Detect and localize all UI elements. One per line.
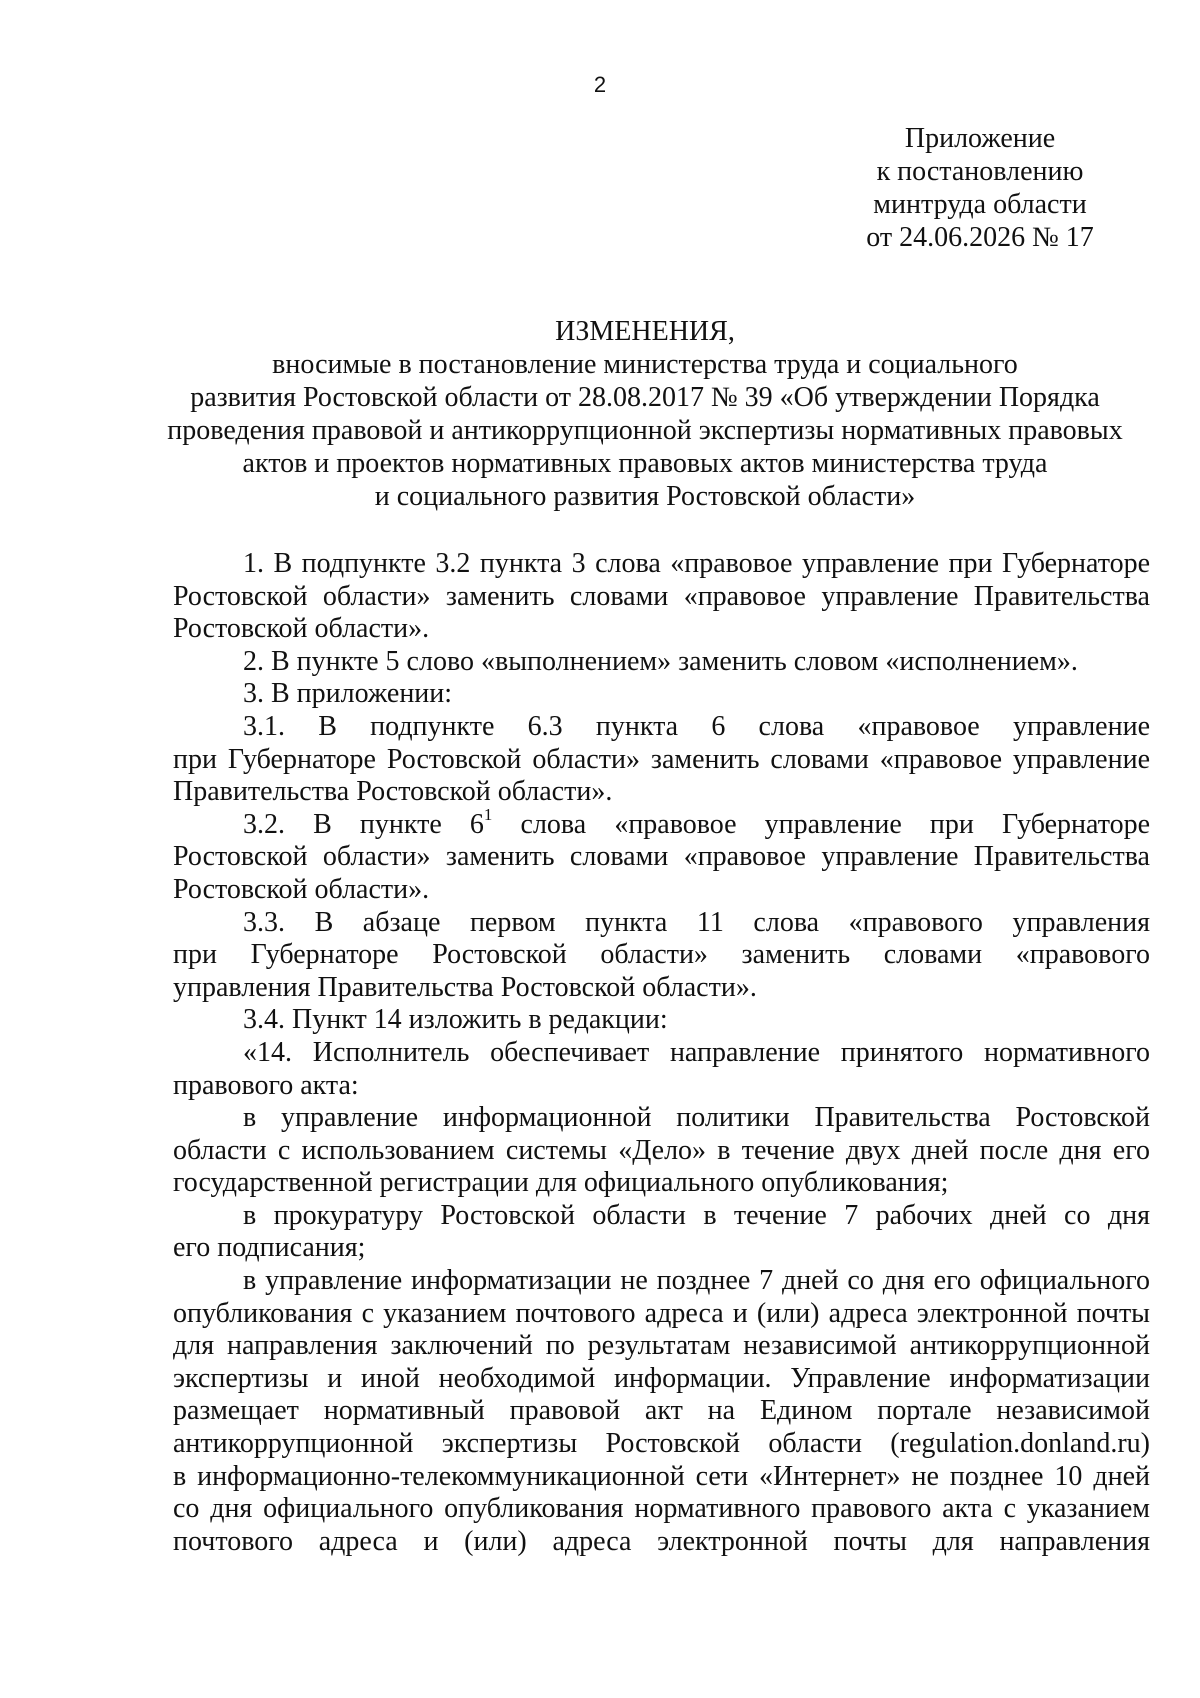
body-line: Ростовской области» заменить словами «правовое управление Правительства [173,841,1150,873]
body-line: в управление информационной политики Правительства Ростовской [243,1102,1150,1134]
body-line: со дня официального опубликования нормативного правового акта с указанием [173,1493,1150,1525]
appendix-line: Приложение [904,123,1056,154]
body-line: размещает нормативный правовой акт на Едином портале независимой [173,1395,1150,1427]
body-line: Ростовской области» заменить словами «правовое управление Правительства [173,580,1150,612]
body-line: его подписания; [173,1232,366,1264]
body-line: антикоррупционной экспертизы Ростовской области (regulation.donland.ru) [173,1428,1150,1460]
appendix-line: к постановлению [876,156,1084,187]
body-line: Правительства Ростовской области». [173,776,613,808]
body-line: 3. В приложении: [243,678,453,710]
body-line: «14. Исполнитель обеспечивает направление принятого нормативного [243,1036,1150,1068]
body-text: слова «правовое управление при Губернаторе [492,808,1150,840]
body-line: в прокуратуру Ростовской области в течение 7 рабочих дней со дня [243,1199,1150,1231]
body-line: при Губернаторе Ростовской области» заменить словами «правовое управление [173,743,1150,775]
superscript: 1 [483,805,493,825]
body-line: управления Правительства Ростовской области». [173,971,757,1003]
appendix-line: от 24.06.2026 № 17 [866,222,1094,253]
document-title [150,315,1140,513]
body-line: почтового адреса и (или) адреса электронной почты для направления [173,1525,1150,1557]
page-number: 2 [593,72,607,97]
body-line: Ростовской области». [173,613,430,645]
body-line: для направления заключений по результатам независимой антикоррупционной [173,1330,1150,1362]
title-line: вносимые в постановление министерства труда и социального [272,349,1018,380]
body-line: Ростовской области». [173,873,430,905]
appendix-note [850,122,1110,254]
body-line: 3.1. В подпункте 6.3 пункта 6 слова «правовое управление [243,710,1150,742]
body-line: опубликования с указанием почтового адреса и (или) адреса электронной почты [173,1297,1150,1329]
body-line: 1. В подпункте 3.2 пункта 3 слова «правовое управление при Губернаторе [243,548,1150,579]
body-line: в управление информатизации не позднее 7 дней со дня его официального [243,1265,1150,1297]
body-line: государственной регистрации для официального опубликования; [173,1167,949,1199]
body-line: экспертизы и иной необходимой информации. Управление информатизации [173,1362,1150,1394]
body-text: 3.2. В пункте 6 [243,808,484,840]
title-heading: ИЗМЕНЕНИЯ, [555,316,735,347]
title-line: и социального развития Ростовской области» [374,481,916,512]
title-line: актов и проектов нормативных правовых актов министерства труда [242,448,1048,479]
title-line: развития Ростовской области от 28.08.2017 № 39 «Об утверждении Порядка [190,382,1100,413]
document-body [173,548,1150,1558]
appendix-line: минтруда области [873,189,1087,220]
body-line: в информационно-телекоммуникационной сети «Интернет» не позднее 10 дней [173,1460,1150,1492]
body-line: правового акта: [173,1069,359,1101]
title-line: проведения правовой и антикоррупционной экспертизы нормативных правовых [167,415,1123,446]
body-line: 3.4. Пункт 14 изложить в редакции: [243,1004,668,1036]
body-line: области с использованием системы «Дело» в течение двух дней после дня его [173,1134,1150,1166]
body-line: при Губернаторе Ростовской области» заменить словами «правового [173,939,1150,971]
body-line [173,805,1150,842]
body-line: 3.3. В абзаце первом пункта 11 слова «правового управления [243,906,1150,938]
body-line: 2. В пункте 5 слово «выполнением» заменить словом «исполнением». [243,645,1078,677]
